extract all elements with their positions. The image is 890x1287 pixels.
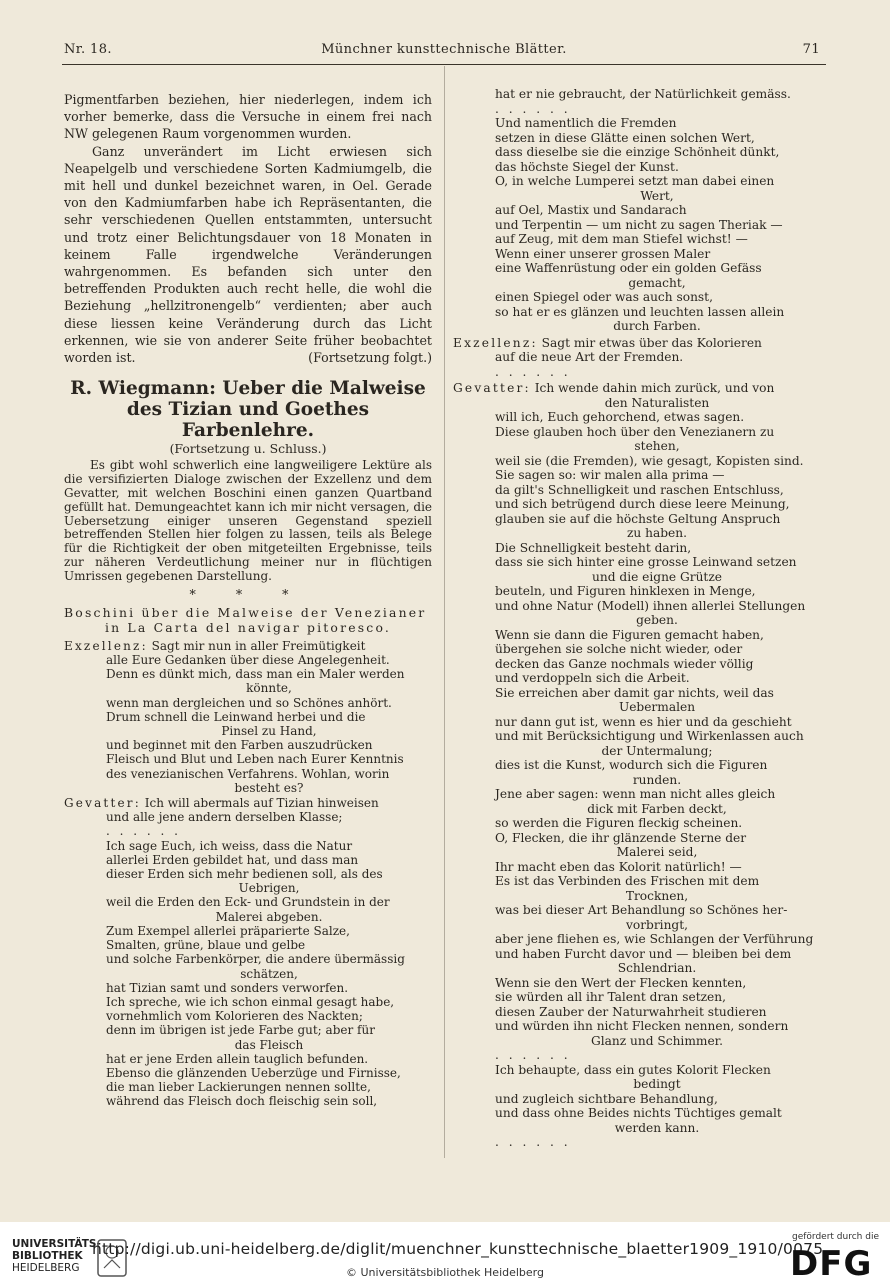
verse-line: Malerei abgeben. (215, 909, 323, 924)
verse-line: und würden ihn nicht Flecken nennen, sondern (495, 1019, 789, 1033)
verse-line: hat er nie gebraucht, der Natürlichkeit gemäss. (495, 87, 791, 101)
verse-line: dick mit Farben deckt, (587, 801, 727, 816)
verse-line: und ohne Natur (Modell) ihnen allerlei Stellungen (495, 598, 806, 613)
verse-line: das höchste Siegel der Kunst. (495, 159, 679, 174)
verse-line: das Fleisch (234, 1037, 304, 1052)
funding-note: gefördert durch die (792, 1232, 879, 1242)
verse-line: Wenn einer unserer grossen Maler (495, 246, 711, 261)
verse-line: will ich, Euch gehorchend, etwas sagen. (495, 410, 745, 424)
verse-line: O, Flecken, die ihr glänzende Sterne der (495, 830, 747, 845)
column-divider (444, 66, 445, 1158)
verse-line: Ebenso die glänzenden Ueberzüge und Firnisse, (106, 1065, 401, 1080)
speaker-name: Exzellenz: (453, 335, 538, 350)
verse-line: hat Tizian samt und sonders verworfen. (106, 980, 349, 995)
verse-line: alle Eure Gedanken über diese Angelegenheit. (106, 653, 390, 668)
library-name-line: HEIDELBERG (12, 1262, 80, 1274)
verse-line: Diese glauben hoch über den Venezianern zu (495, 424, 775, 439)
verse-line: stehen, (634, 439, 680, 453)
verse-line: vorbringt, (626, 917, 688, 932)
verse-line: auf die neue Art der Fremden. (495, 350, 684, 364)
verse-line: dies ist die Kunst, wodurch sich die Figuren (495, 758, 768, 772)
header-rule (62, 64, 826, 65)
verse-line: und haben Furcht davor und — bleiben bei dem (495, 946, 792, 961)
verse-line: Ich will abermals auf Tizian hinweisen (144, 796, 379, 811)
verse-line: schätzen, (240, 966, 298, 981)
verse-line: und alle jene andern derselben Klasse; (106, 810, 343, 825)
verse-line: was bei dieser Art Behandlung so Schönes her- (495, 903, 788, 917)
verse-line: glauben sie auf die höchste Geltung Anspruch (495, 511, 781, 526)
verse-line: und zugleich sichtbare Behandlung, (495, 1091, 718, 1106)
verse-line: setzen in diese Glätte einen solchen Wert, (495, 130, 755, 145)
article-heading: R. Wiegmann: Ueber die Malweise des Tizian und Goethes Farbenlehre. (70, 378, 426, 442)
verse-line: könnte, (246, 681, 292, 696)
verse-line: Smalten, grüne, blaue und gelbe (106, 938, 306, 953)
speaker-name: Gevatter: (453, 381, 531, 395)
verse-line: Uebrigen, (238, 881, 300, 896)
verse-line: auf Oel, Mastix und Sandarach (495, 203, 687, 217)
verse-line: und mit Berücksichtigung und Wirkenlassen auch (495, 729, 804, 743)
verse-line: der Untermalung; (601, 743, 713, 758)
verse-line: wenn man dergleichen und so Schönes anhört. (106, 695, 392, 710)
verse-line: Uebermalen (618, 700, 696, 714)
verse-line: Sie erreichen aber damit gar nichts, weil das (495, 685, 774, 700)
verse-line: Trocknen, (625, 888, 689, 903)
verse-line: Sagt mir nun in aller Freimütigkeit (151, 638, 366, 653)
verse-line: Fleisch und Blut und Leben nach Eurer Kenntnis (106, 752, 404, 767)
verse-line: Sagt mir etwas über das Kolorieren (541, 335, 762, 350)
verse-line: und dass ohne Beides nichts Tüchtiges gemalt (495, 1106, 782, 1120)
verse-line: des venezianischen Verfahrens. Wohlan, worin (106, 766, 390, 781)
ellipsis: . . . . . . (495, 101, 571, 116)
verse-line: besteht es? (234, 780, 304, 795)
verse-line: und sich betrügend durch diese leere Meinung, (495, 497, 790, 511)
ellipsis: . . . . . . (495, 1048, 571, 1062)
article-subheading: (Fortsetzung u. Schluss.) (169, 441, 327, 457)
paragraph: Ganz unverändert im Licht erwiesen sich Neapelgelb und verschiedene Sorten Kadmiumgelb, die mit hell und dunkel bezeichnet waren, in Oel. Gerade von den Kadmiumfarben habe ich Repräsentanten, die sehr verschiedenen Quellen entstammten, untersucht und trotz einer Belichtungsdauer von 18 Monaten in keinem Falle irgendwelche Veränderungen wahrgenommen. Es befanden sich unter den betreffenden Produkten auch recht helle, die wohl die Beziehung „hellzitronengelb“ verdienten; aber auch diese liessen keine Veränderung durch das Licht erkennen, wie sie von anderer Seite früher beobachtet worden ist. (64, 143, 432, 366)
verse-line: Ich sage Euch, ich weiss, dass die Natur (106, 838, 353, 853)
verse-line: dieser Erden sich mehr bedienen soll, als des (106, 867, 383, 882)
verse-line: sie würden all ihr Talent dran setzen, (495, 990, 726, 1004)
library-name-line: UNIVERSITÄTS- (12, 1238, 101, 1250)
running-header (64, 42, 824, 64)
verse-line: durch Farben. (613, 319, 701, 333)
verse-line: Wenn sie dann die Figuren gemacht haben, (495, 627, 764, 642)
verse-line: Sie sagen so: wir malen alla prima — (495, 468, 725, 482)
section-stars: * * * (189, 586, 307, 602)
continued-note: (Fortsetzung folgt.) (308, 350, 432, 366)
speaker-name: Gevatter: (64, 796, 141, 811)
ellipsis: . . . . . . (495, 1135, 571, 1149)
verse-line: dass sie sich hinter eine grosse Leinwand setzen (495, 555, 797, 569)
verse-line: und verdoppeln sich die Arbeit. (495, 671, 690, 685)
verse-line: übergehen sie solche nicht wieder, oder (495, 642, 743, 656)
verse-line: die man lieber Lackierungen nennen sollte, (106, 1080, 371, 1095)
verse-line: den Naturalisten (604, 395, 710, 410)
verse-line: Wert, (640, 188, 674, 203)
verse-line: hat er jene Erden allein tauglich befunden. (106, 1051, 369, 1066)
left-column (64, 91, 432, 1109)
library-name-line: BIBLIOTHEK (12, 1250, 83, 1262)
verse-line: auf Zeug, mit dem man Stiefel wichst! — (495, 232, 748, 246)
verse-line: Ich behaupte, dass ein gutes Kolorit Flecken (495, 1062, 771, 1077)
dfg-logo: DFG (790, 1244, 873, 1284)
verse-line: dass dieselbe sie die einzige Schönheit dünkt, (495, 145, 780, 159)
verse-line: werden kann. (614, 1120, 700, 1135)
dialogue-exzellenz (64, 639, 432, 795)
verse-line: Die Schnelligkeit besteht darin, (495, 540, 692, 555)
verse-line: diesen Zauber der Naturwahrheit studieren (495, 1004, 767, 1019)
verse-line: gemacht, (628, 275, 686, 290)
verse-line: nur dann gut ist, wenn es hier und da geschieht (495, 714, 792, 729)
verse-line: und Terpentin — um nicht zu sagen Theriak — (495, 217, 783, 232)
verse-line: weil die Erden den Eck- und Grundstein in der (106, 895, 390, 910)
verse-line: Es ist das Verbinden des Frischen mit dem (495, 874, 760, 888)
verse-line: Ich wende dahin mich zurück, und von (534, 381, 775, 395)
verse-line: bedingt (633, 1077, 681, 1091)
ellipsis: . . . . . . (495, 364, 571, 379)
verse-line: vornehmlich vom Kolorieren des Nackten; (106, 1009, 363, 1024)
section-title: Boschini über die Malweise der Venezianer (64, 604, 427, 620)
verse-line: Zum Exempel allerlei präparierte Salze, (106, 923, 350, 938)
verse-line: Pinsel zu Hand, (221, 724, 317, 739)
verse-line: Glanz und Schimmer. (590, 1033, 724, 1048)
verse-line: und die eigne Grütze (592, 569, 722, 584)
verse-line: beuteln, und Figuren hinklexen in Menge, (495, 584, 756, 598)
speaker-name: Exzellenz: (64, 638, 148, 653)
verse-line: allerlei Erden gebildet hat, und dass man (106, 852, 359, 867)
verse-line: während das Fleisch doch fleischig sein soll, (106, 1094, 378, 1109)
verse-line: geben. (636, 613, 678, 627)
verse-line: Jene aber sagen: wenn man nicht alles gleich (495, 787, 776, 801)
library-footer (0, 1222, 890, 1287)
verse-line: Malerei seid, (616, 845, 698, 859)
verse-line: und solche Farbenkörper, die andere übermässig (106, 952, 405, 967)
permalink-url[interactable]: http://digi.ub.uni-heidelberg.de/diglit/muenchner_kunsttechnische_blaetter1909_1910/0075 (92, 1240, 824, 1258)
verse-line: und beginnet mit den Farben auszudrücken (106, 738, 373, 753)
verse-line: Ihr macht eben das Kolorit natürlich! — (495, 859, 742, 874)
verse-line: O, in welche Lumperei setzt man dabei einen (495, 174, 775, 188)
journal-title: Münchner kunsttechnische Blätter. (321, 42, 567, 57)
verse-line: Denn es dünkt mich, dass man ein Maler werden (106, 667, 405, 682)
ellipsis: . . . . . . (106, 824, 181, 839)
verse-line: aber jene fliehen es, wie Schlangen der Verführung (495, 932, 814, 946)
page-number: 71 (802, 42, 820, 57)
paragraph: Pigmentfarben beziehen, hier niederlegen, indem ich vorher bemerke, dass die Versuche in einem frei nach NW gelegenen Raum vorgenommen wurden. (64, 92, 432, 142)
verse-line: Schlendrian. (617, 961, 697, 975)
verse-line: Ich spreche, wie ich schon einmal gesagt habe, (106, 994, 395, 1009)
verse-line: so hat er es glänzen und leuchten lassen allein (495, 304, 785, 319)
verse-line: runden. (632, 772, 682, 787)
verse-line: eine Waffenrüstung oder ein golden Gefäss (495, 261, 762, 275)
verse-line: so werden die Figuren fleckig scheinen. (495, 816, 743, 830)
verse-line: weil sie (die Fremden), wie gesagt, Kopisten sind. (495, 453, 804, 468)
verse-line: Und namentlich die Fremden (495, 116, 677, 130)
verse-line: denn im übrigen ist jede Farbe gut; aber für (106, 1023, 375, 1038)
intro-paragraph: Es gibt wohl schwerlich eine langweiligere Lektüre als die versifizierten Dialoge zwischen der Exzellenz und dem Gevatter, mit welchen Boschini einen ganzen Quartband gefüllt hat. Demungeachtet kann ich mir nicht versagen, die Uebersetzung einiger unseren Gegenstand speziell betreffenden Stellen hier folgen zu lassen, teils als Belege für die Richtigkeit der oben mitgeteilten Ergebnisse, teils zur näheren Verdeutlichung meiner nur in flüchtigen Umrissen gegebenen Darstellung. (64, 458, 433, 583)
verse-line: Wenn sie den Wert der Flecken kennten, (495, 975, 747, 990)
copyright-notice: © Universitätsbibliothek Heidelberg (345, 1266, 544, 1279)
verse-line: decken das Ganze nochmals wieder völlig (495, 656, 754, 671)
section-title: in La Carta del navigar pitoresco. (104, 619, 392, 635)
verse-line: da gilt's Schnelligkeit und raschen Entschluss, (495, 482, 784, 497)
issue-number: Nr. 18. (64, 42, 112, 57)
dialogue-gevatter (64, 796, 432, 1108)
verse-line: einen Spiegel oder was auch sonst, (495, 290, 713, 304)
right-column (453, 87, 819, 1150)
verse-line: Drum schnell die Leinwand herbei und die (106, 709, 366, 724)
verse-line: zu haben. (627, 526, 687, 540)
